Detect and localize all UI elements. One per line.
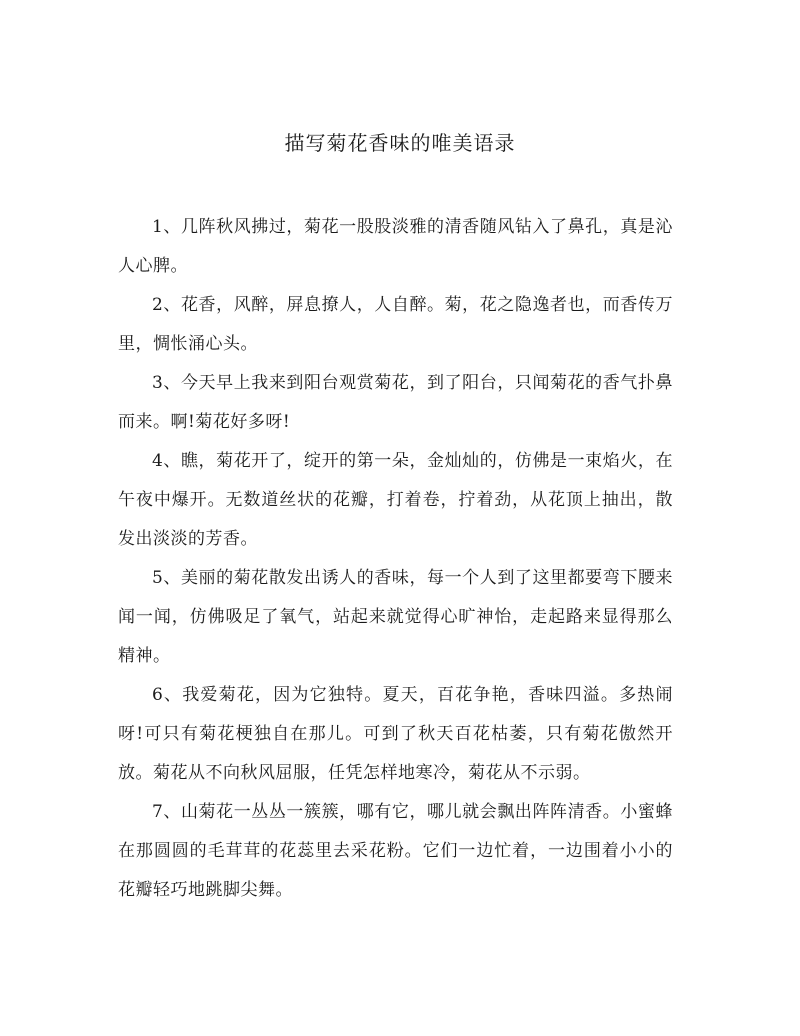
paragraph-5: 5、美丽的菊花散发出诱人的香味，每一个人到了这里都要弯下腰来闻一闻，仿佛吸足了氧气，站起来就觉得心旷神怡，走起路来显得那么精神。 bbox=[118, 568, 673, 666]
paragraph-4: 4、瞧，菊花开了，绽开的第一朵，金灿灿的，仿佛是一束焰火，在午夜中爆开。无数道丝状的花瓣，打着卷，拧着劲，从花顶上抽出，散发出淡淡的芳香。 bbox=[118, 451, 673, 549]
paragraph-1: 1、几阵秋风拂过，菊花一股股淡雅的清香随风钻入了鼻孔，真是沁人心脾。 bbox=[118, 217, 673, 276]
paragraph-7: 7、山菊花一丛丛一簇簇，哪有它，哪儿就会飘出阵阵清香。小蜜蜂在那圆圆的毛茸茸的花蕊里去采花粉。它们一边忙着，一边围着小小的花瓣轻巧地跳脚尖舞。 bbox=[118, 802, 673, 900]
paragraph-6: 6、我爱菊花，因为它独特。夏天，百花争艳，香味四溢。多热闹呀!可只有菊花梗独自在那儿。可到了秋天百花枯萎，只有菊花傲然开放。菊花从不向秋风屈服，任凭怎样地寒冷，菊花从不示弱。 bbox=[118, 685, 673, 783]
document-body bbox=[118, 208, 673, 910]
paragraph-3: 3、今天早上我来到阳台观赏菊花，到了阳台，只闻菊花的香气扑鼻而来。啊!菊花好多呀! bbox=[118, 373, 673, 432]
paragraph-2: 2、花香，风醉，屏息撩人，人自醉。菊，花之隐逸者也，而香传万里，惆怅涌心头。 bbox=[118, 295, 673, 354]
document-title: 描写菊花香味的唯美语录 bbox=[284, 131, 516, 155]
